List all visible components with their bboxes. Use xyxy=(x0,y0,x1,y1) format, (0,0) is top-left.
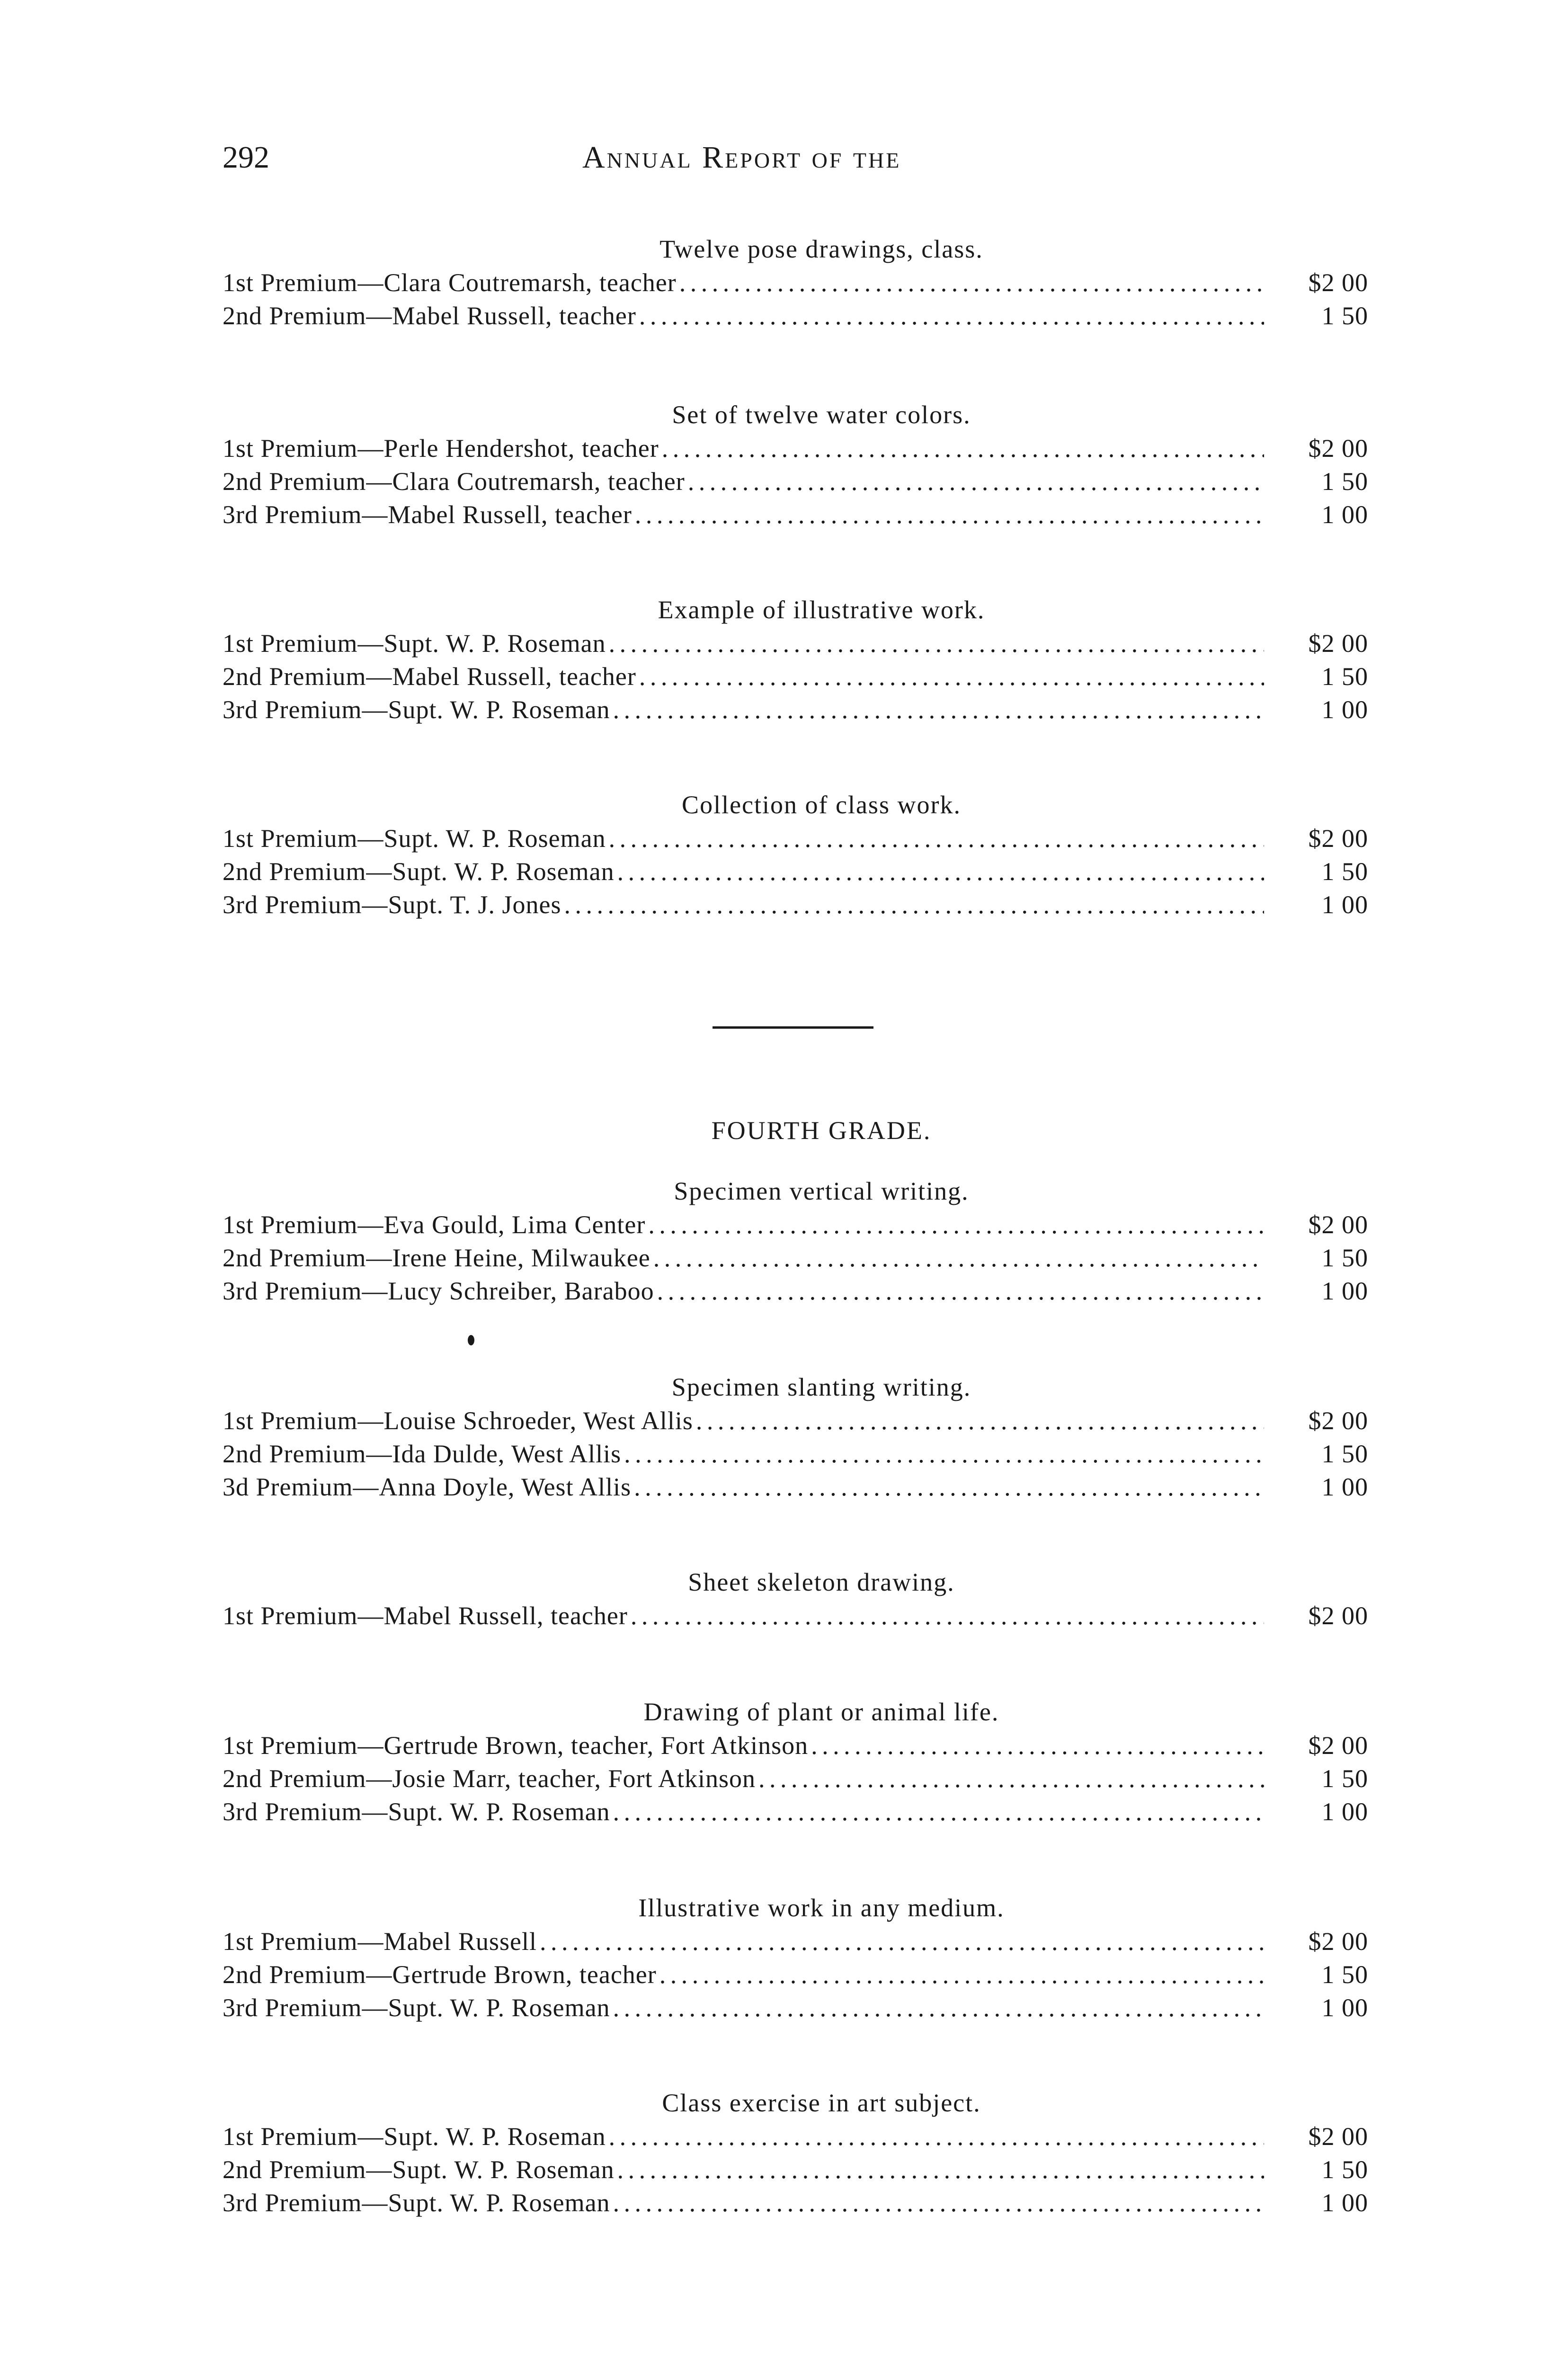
award-amount: 1 50 xyxy=(1321,1440,1368,1468)
dot-leader xyxy=(540,1925,1264,1958)
award-amount: 1 00 xyxy=(1321,890,1368,919)
award-entry xyxy=(223,1925,1368,1958)
award-amount: $2 00 xyxy=(1308,824,1368,853)
award-recipient: 1st Premium—Gertrude Brown, teacher, Fort Atkinson xyxy=(223,1731,809,1760)
dot-leader xyxy=(613,1795,1264,1828)
award-recipient: 2nd Premium—Mabel Russell, teacher xyxy=(223,662,636,691)
award-entry xyxy=(223,693,1368,726)
dot-leader xyxy=(657,1274,1264,1308)
award-entry xyxy=(223,660,1368,693)
award-recipient: 1st Premium—Supt. W. P. Roseman xyxy=(223,2122,606,2151)
award-amount: 1 50 xyxy=(1321,302,1368,330)
section-title: Illustrative work in any medium. xyxy=(638,1894,1005,1922)
award-amount: 1 00 xyxy=(1321,500,1368,529)
award-amount: 1 50 xyxy=(1321,2155,1368,2184)
award-recipient: 1st Premium—Supt. W. P. Roseman xyxy=(223,629,606,658)
award-recipient: 2nd Premium—Clara Coutremarsh, teacher xyxy=(223,467,685,496)
award-section xyxy=(223,1370,1368,1504)
award-amount: 1 50 xyxy=(1321,467,1368,496)
award-entry xyxy=(223,299,1368,332)
award-section xyxy=(223,788,1368,921)
grade-heading: FOURTH GRADE. xyxy=(711,1116,932,1145)
section-title: Example of illustrative work. xyxy=(658,596,985,624)
award-section xyxy=(223,232,1368,332)
dot-leader xyxy=(639,660,1264,693)
award-recipient: 1st Premium—Louise Schroeder, West Allis xyxy=(223,1406,693,1435)
dot-leader xyxy=(624,1437,1264,1470)
award-recipient: 3rd Premium—Supt. W. P. Roseman xyxy=(223,2189,610,2217)
dot-leader xyxy=(613,693,1264,726)
award-entry xyxy=(223,1437,1368,1470)
dot-leader xyxy=(662,432,1264,465)
award-amount: $2 00 xyxy=(1308,1406,1368,1435)
award-amount: 1 00 xyxy=(1321,1277,1368,1305)
award-entry xyxy=(223,822,1368,855)
award-amount: 1 50 xyxy=(1321,857,1368,886)
dot-leader xyxy=(696,1404,1264,1437)
award-entry xyxy=(223,498,1368,531)
dot-leader xyxy=(617,855,1264,888)
section-title: Sheet skeleton drawing. xyxy=(688,1568,955,1596)
stray-ink-mark xyxy=(468,1335,474,1345)
award-entry xyxy=(223,1470,1368,1504)
award-section xyxy=(223,1695,1368,1828)
award-amount: $2 00 xyxy=(1308,1210,1368,1239)
award-entry xyxy=(223,2186,1368,2219)
award-recipient: 3rd Premium—Mabel Russell, teacher xyxy=(223,500,632,529)
award-recipient: 1st Premium—Eva Gould, Lima Center xyxy=(223,1210,646,1239)
award-section xyxy=(223,1891,1368,2024)
award-entry xyxy=(223,855,1368,888)
award-recipient: 2nd Premium—Josie Marr, teacher, Fort Atkinson xyxy=(223,1764,756,1793)
section-title: Collection of class work. xyxy=(682,791,961,819)
award-entry xyxy=(223,1729,1368,1762)
dot-leader xyxy=(811,1729,1264,1762)
dot-leader xyxy=(653,1241,1264,1274)
award-entry xyxy=(223,465,1368,498)
award-entry xyxy=(223,266,1368,299)
award-recipient: 2nd Premium—Mabel Russell, teacher xyxy=(223,302,636,330)
award-recipient: 3rd Premium—Supt. T. J. Jones xyxy=(223,890,561,919)
section-divider-rule xyxy=(713,1026,873,1029)
dot-leader xyxy=(634,1470,1264,1504)
dot-leader xyxy=(659,1958,1264,1991)
award-amount: 1 50 xyxy=(1321,1960,1368,1989)
dot-leader xyxy=(617,2153,1264,2186)
award-amount: 1 50 xyxy=(1321,1764,1368,1793)
dot-leader xyxy=(613,1991,1264,2024)
award-entry xyxy=(223,1241,1368,1274)
award-amount: $2 00 xyxy=(1308,1602,1368,1630)
award-amount: 1 00 xyxy=(1321,1797,1368,1826)
award-amount: 1 00 xyxy=(1321,1993,1368,2022)
dot-leader xyxy=(609,627,1264,660)
section-title: Class exercise in art subject. xyxy=(662,2089,981,2117)
award-amount: $2 00 xyxy=(1308,2122,1368,2151)
award-recipient: 1st Premium—Mabel Russell xyxy=(223,1927,537,1956)
section-title: Set of twelve water colors. xyxy=(672,400,971,429)
award-amount: 1 50 xyxy=(1321,662,1368,691)
award-entry xyxy=(223,1762,1368,1795)
award-entry xyxy=(223,1404,1368,1437)
dot-leader xyxy=(609,2120,1264,2153)
award-recipient: 2nd Premium—Supt. W. P. Roseman xyxy=(223,857,615,886)
dot-leader xyxy=(609,822,1264,855)
award-amount: $2 00 xyxy=(1308,629,1368,658)
award-entry xyxy=(223,1991,1368,2024)
award-section xyxy=(223,398,1368,531)
award-section xyxy=(223,2086,1368,2219)
award-entry xyxy=(223,627,1368,660)
award-recipient: 2nd Premium—Gertrude Brown, teacher xyxy=(223,1960,657,1989)
award-entry xyxy=(223,1274,1368,1308)
award-amount: 1 50 xyxy=(1321,1244,1368,1272)
award-entry xyxy=(223,432,1368,465)
award-recipient: 3rd Premium—Supt. W. P. Roseman xyxy=(223,695,610,724)
dot-leader xyxy=(635,498,1264,531)
award-recipient: 2nd Premium—Ida Dulde, West Allis xyxy=(223,1440,622,1468)
running-head: Annual Report of the xyxy=(582,140,901,175)
award-section xyxy=(223,1174,1368,1308)
award-entry xyxy=(223,1208,1368,1241)
award-amount: 1 00 xyxy=(1321,695,1368,724)
award-recipient: 3rd Premium—Supt. W. P. Roseman xyxy=(223,1993,610,2022)
award-amount: 1 00 xyxy=(1321,1473,1368,1501)
award-amount: $2 00 xyxy=(1308,1927,1368,1956)
award-recipient: 2nd Premium—Supt. W. P. Roseman xyxy=(223,2155,615,2184)
award-recipient: 2nd Premium—Irene Heine, Milwaukee xyxy=(223,1244,650,1272)
dot-leader xyxy=(631,1599,1264,1632)
section-title: Drawing of plant or animal life. xyxy=(643,1698,999,1726)
section-title: Twelve pose drawings, class. xyxy=(659,235,983,263)
award-entry xyxy=(223,1958,1368,1991)
section-title: Specimen vertical writing. xyxy=(674,1177,969,1205)
dot-leader xyxy=(564,888,1264,921)
award-entry xyxy=(223,1795,1368,1828)
award-amount: $2 00 xyxy=(1308,268,1368,297)
award-recipient: 3rd Premium—Lucy Schreiber, Baraboo xyxy=(223,1277,654,1305)
award-recipient: 1st Premium—Perle Hendershot, teacher xyxy=(223,434,659,463)
section-title: Specimen slanting writing. xyxy=(671,1373,971,1401)
dot-leader xyxy=(758,1762,1264,1795)
award-amount: $2 00 xyxy=(1308,1731,1368,1760)
award-entry xyxy=(223,1599,1368,1632)
page-number: 292 xyxy=(223,140,269,175)
award-entry xyxy=(223,888,1368,921)
award-recipient: 3rd Premium—Supt. W. P. Roseman xyxy=(223,1797,610,1826)
award-section xyxy=(223,1565,1368,1632)
dot-leader xyxy=(639,299,1264,332)
award-section xyxy=(223,593,1368,726)
dot-leader xyxy=(613,2186,1264,2219)
award-recipient: 1st Premium—Clara Coutremarsh, teacher xyxy=(223,268,677,297)
award-amount: $2 00 xyxy=(1308,434,1368,463)
award-recipient: 1st Premium—Mabel Russell, teacher xyxy=(223,1602,628,1630)
dot-leader xyxy=(648,1208,1264,1241)
award-recipient: 1st Premium—Supt. W. P. Roseman xyxy=(223,824,606,853)
dot-leader xyxy=(679,266,1264,299)
award-recipient: 3d Premium—Anna Doyle, West Allis xyxy=(223,1473,632,1501)
award-amount: 1 00 xyxy=(1321,2189,1368,2217)
award-entry xyxy=(223,2153,1368,2186)
dot-leader xyxy=(688,465,1264,498)
award-entry xyxy=(223,2120,1368,2153)
